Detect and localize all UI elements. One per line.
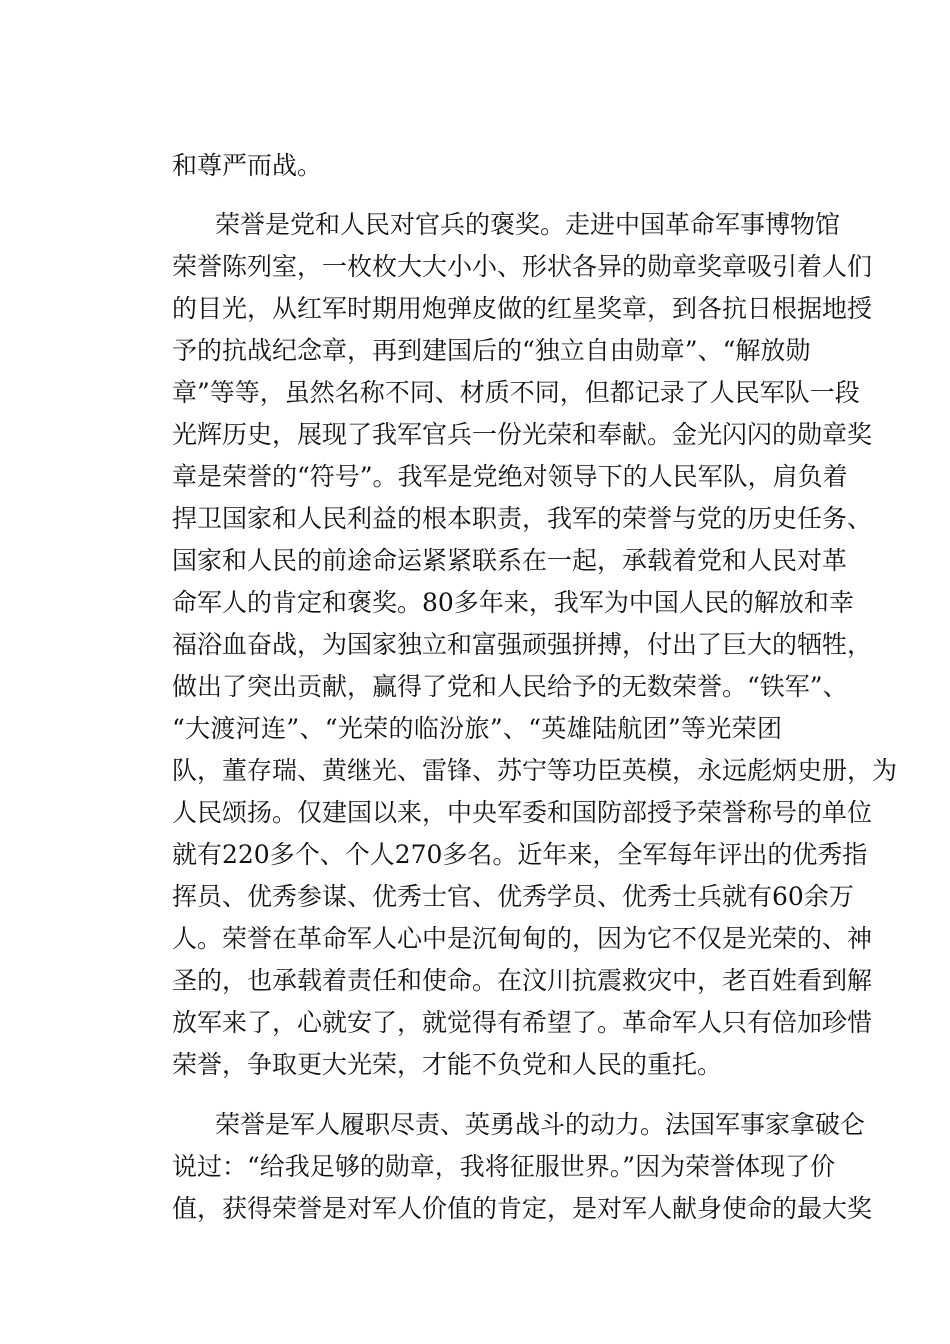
paragraph-2-line-6: 光辉历史，展现了我军官兵一份光荣和奉献。金光闪闪的勋章奖 — [172, 420, 873, 449]
paragraph-2-line-5: 章”等等，虽然名称不同、材质不同，但都记录了人民军队一段 — [172, 378, 860, 407]
paragraph-2-line-15: 人民颂扬。仅建国以来，中央军委和国防部授予荣誉称号的单位 — [172, 798, 873, 827]
paragraph-2-line-8: 捍卫国家和人民利益的根本职责，我军的荣誉与党的历史任务、 — [172, 504, 873, 533]
paragraph-2-line-2: 荣誉陈列室，一枚枚大大小小、形状各异的勋章奖章吸引着人们 — [172, 252, 873, 281]
paragraph-2-line-9: 国家和人民的前途命运紧紧联系在一起，承载着党和人民对革 — [172, 546, 848, 575]
paragraph-2-line-12: 做出了突出贡献，赢得了党和人民给予的无数荣誉。“铁军”、 — [172, 672, 848, 701]
paragraph-2-line-17: 挥员、优秀参谋、优秀士官、优秀学员、优秀士兵就有60余万 — [172, 882, 854, 911]
paragraph-2-line-19: 圣的，也承载着责任和使命。在汶川抗震救灾中，老百姓看到解 — [172, 966, 873, 995]
paragraph-2-line-7: 章是荣誉的“符号”。我军是党绝对领导下的人民军队，肩负着 — [172, 462, 848, 491]
paragraph-1-line-1: 和尊严而战。 — [172, 151, 323, 180]
paragraph-2-line-20: 放军来了，心就安了，就觉得有希望了。革命军人只有倍加珍惜 — [172, 1008, 873, 1037]
paragraph-2-line-11: 福浴血奋战，为国家独立和富强顽强拼搏，付出了巨大的牺牲， — [172, 630, 873, 659]
paragraph-2-line-16: 就有220多个、个人270多名。近年来，全军每年评出的优秀指 — [172, 840, 868, 869]
paragraph-2-line-10: 命军人的肯定和褒奖。80多年来，我军为中国人民的解放和幸 — [172, 588, 854, 617]
paragraph-3-line-2: 说过：“给我足够的勋章，我将征服世界。”因为荣誉体现了价 — [172, 1152, 836, 1181]
paragraph-2-line-3: 的目光，从红军时期用炮弹皮做的红星奖章，到各抗日根据地授 — [172, 294, 873, 323]
paragraph-3-line-3: 值，获得荣誉是对军人价值的肯定，是对军人献身使命的最大奖 — [172, 1194, 873, 1223]
paragraph-2-line-14: 队，董存瑞、黄继光、雷锋、苏宁等功臣英模，永远彪炳史册，为 — [172, 756, 898, 785]
paragraph-3-line-1: 荣誉是军人履职尽责、英勇战斗的动力。法国军事家拿破仑 — [215, 1110, 866, 1139]
paragraph-2-line-1: 荣誉是党和人民对官兵的褒奖。走进中国革命军事博物馆 — [215, 210, 841, 239]
paragraph-2-line-13: “大渡河连”、“光荣的临汾旅”、“英雄陆航团”等光荣团 — [172, 714, 782, 743]
paragraph-2-line-21: 荣誉，争取更大光荣，才能不负党和人民的重托。 — [172, 1050, 723, 1079]
paragraph-2-line-18: 人。荣誉在革命军人心中是沉甸甸的，因为它不仅是光荣的、神 — [172, 924, 873, 953]
paragraph-2-line-4: 予的抗战纪念章，再到建国后的“独立自由勋章”、“解放勋 — [172, 336, 811, 365]
